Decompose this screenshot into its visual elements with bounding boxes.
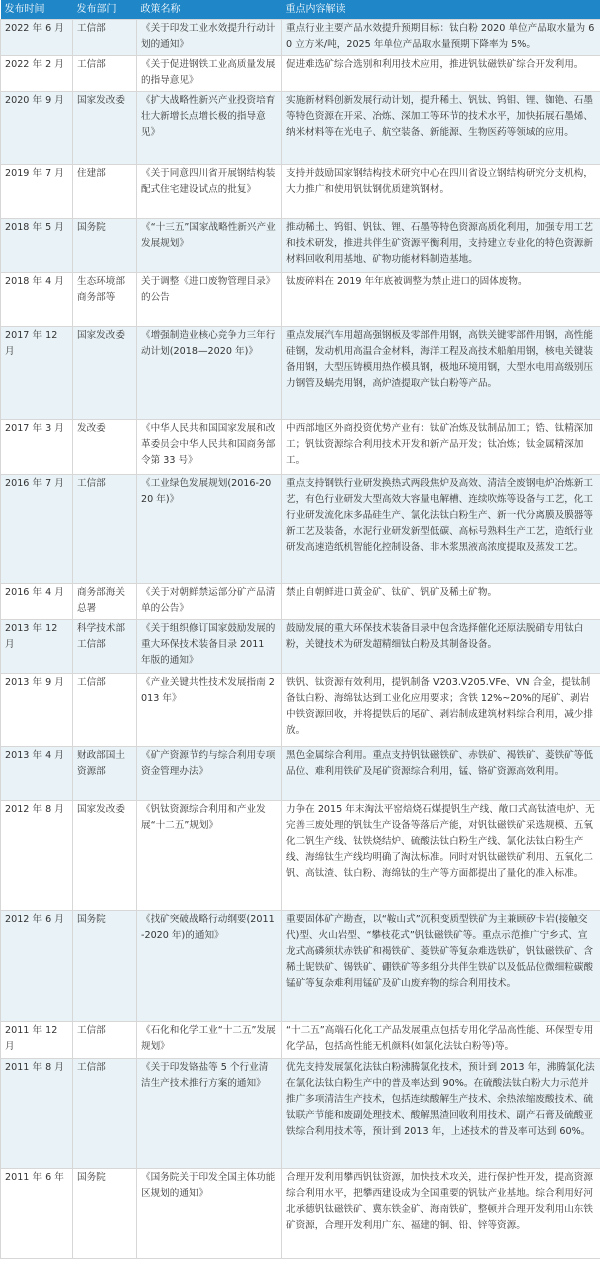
- cell-department: 国务院: [73, 911, 137, 1022]
- cell-key-content: 力争在 2015 年末淘汰平窑焙烧石煤提钒生产线、敞口式高钛渣电炉、无完善三废处理的钒钛生产设备等落后产能，对钒钛磁铁矿采选规模、五氧化二钒生产线、钛铁烧结炉、硫酸法钛白粉生产线、氯化法钛白粉生产线、海绵钛生产线均明确了淘汰标准。同时对钒钛磁铁矿利用、五氧化二钒、高钛渣、钛白粉、海绵钛的生产等方面都提出了量化的准入标准。: [282, 801, 600, 911]
- cell-policy-name: 《扩大战略性新兴产业投资培育壮大新增长点增长极的指导意见》: [137, 92, 282, 165]
- cell-policy-name: 《中华人民共和国国家发展和改革委员会中华人民共和国商务部令第 33 号》: [137, 420, 282, 475]
- header-policy-name: 政策名称: [137, 0, 282, 20]
- cell-date: 2016 年 7 月: [1, 475, 73, 584]
- table-row: [1, 273, 600, 327]
- cell-key-content: 重点支持钢铁行业研发换热式两段焦炉及高效、清洁全废钢电炉冶炼新工艺，有色行业研发大型高效大容量电解槽、连续吹炼等设备与工艺，化工行业研发流化床多晶硅生产、氯化法钛白粉生产、新一代分离膜及膜器等新工艺及装备，水泥行业研发新型低碳、高标号熟料生产工艺，造纸行业研发高速造纸机智能化控制设备、非木浆黑液高浓度提取及蒸发工艺。: [282, 475, 600, 584]
- table-row: [1, 674, 600, 747]
- cell-department: 工信部: [73, 1022, 137, 1059]
- cell-department: 国家发改委: [73, 327, 137, 420]
- cell-policy-name: 《矿产资源节约与综合利用专项资金管理办法》: [137, 747, 282, 801]
- cell-date: 2011 年 6 年: [1, 1169, 73, 1259]
- cell-department: 工信部: [73, 1059, 137, 1169]
- table-row: [1, 165, 600, 219]
- cell-key-content: 促进难选矿综合选别和利用技术应用，推进钒钛磁铁矿综合开发利用。: [282, 56, 600, 92]
- cell-date: 2017 年 3 月: [1, 420, 73, 475]
- cell-policy-name: 《关于对朝鲜禁运部分矿产品清单的公告》: [137, 584, 282, 620]
- cell-policy-name: 《关于印发铬盐等 5 个行业清洁生产技术推行方案的通知》: [137, 1059, 282, 1169]
- cell-department: 工信部: [73, 674, 137, 747]
- cell-policy-name: 《找矿突破战略行动纲要(2011-2020 年)的通知》: [137, 911, 282, 1022]
- cell-department: 生态环境部商务部等: [73, 273, 137, 327]
- cell-department: 科学技术部工信部: [73, 620, 137, 674]
- cell-policy-name: 《增强制造业核心竞争力三年行动计划(2018—2020 年)》: [137, 327, 282, 420]
- cell-key-content: 重点发展汽车用超高强钢板及零部件用钢，高铁关键零部件用钢，高性能硅钢，发动机用高温合金材料，海洋工程及高技术船舶用钢，核电关键装备用钢，大型压铸模用热作模具钢，极地环境用钢，大型水电用高级别压力钢管及蜗壳用钢，高炉渣提取产钛白粉等产品。: [282, 327, 600, 420]
- cell-key-content: 中西部地区外商投资优势产业有：钛矿冶炼及钛制品加工；锆、钛精深加工；钒钛资源综合利用技术开发和新产品开发；钛冶炼；钛金属精深加工。: [282, 420, 600, 475]
- table-row: [1, 20, 600, 56]
- cell-key-content: 优先支持发展氯化法钛白粉沸腾氯化技术，预计到 2013 年，沸腾氯化法在氯化法钛白粉生产中的普及率达到 90%。在硫酸法钛白粉大力示范并推广多项清洁生产技术，包括连续酸解生产技术、余热浓缩废酸技术、硫钛联产节能和废副处理技术、酸解黑渣回收利用技术、副产石膏及硫酸亚铁综合利用技术等，预计到 2013 年，上述技术的普及率可达到 60%。: [282, 1059, 600, 1169]
- cell-policy-name: 《关于同意四川省开展钢结构装配式住宅建设试点的批复》: [137, 165, 282, 219]
- header-row: [1, 0, 600, 20]
- cell-policy-name: 《石化和化学工业“十二五”发展规划》: [137, 1022, 282, 1059]
- cell-key-content: 铁钒、钛资源有效利用，提钒制备 V203.V205.VFe、VN 合金，提钛制备钛白粉、海绵钛达到工业化应用要求；含铁 12%~20%的尾矿、剥岩中铁资源回收，并将提铁后的尾矿、剥岩制成建筑材料综合利用，减少排放。: [282, 674, 600, 747]
- cell-policy-name: 《关于促进钢铁工业高质量发展的指导意见》: [137, 56, 282, 92]
- cell-date: 2012 年 8 月: [1, 801, 73, 911]
- cell-department: 工信部: [73, 20, 137, 56]
- cell-key-content: 实施新材料创新发展行动计划，提升稀土、钒钛、钨钼、锂、铷铯、石墨等特色资源在开采、冶炼、深加工等环节的技术水平，加快拓展石墨烯、纳米材料等在光电子、航空装备、新能源、生物医药等领域的应用。: [282, 92, 600, 165]
- table-row: [1, 1022, 600, 1059]
- cell-department: 国务院: [73, 1169, 137, 1259]
- cell-key-content: 钛废碎料在 2019 年年底被调整为禁止进口的固体废物。: [282, 273, 600, 327]
- cell-date: 2011 年 12 月: [1, 1022, 73, 1059]
- cell-policy-name: 《国务院关于印发全国主体功能区规划的通知》: [137, 1169, 282, 1259]
- table-row: [1, 1169, 600, 1259]
- cell-key-content: 黑色金属综合利用。重点支持钒钛磁铁矿、赤铁矿、褐铁矿、菱铁矿等低品位、难利用铁矿及尾矿资源综合利用，锰、铬矿资源高效利用。: [282, 747, 600, 801]
- cell-department: 工信部: [73, 475, 137, 584]
- cell-policy-name: 《“十三五”国家战略性新兴产业发展规划》: [137, 219, 282, 273]
- table-row: [1, 56, 600, 92]
- cell-department: 工信部: [73, 56, 137, 92]
- cell-department: 国家发改委: [73, 801, 137, 911]
- cell-department: 住建部: [73, 165, 137, 219]
- cell-department: 商务部海关总署: [73, 584, 137, 620]
- cell-key-content: 合理开发利用攀西钒钛资源，加快技术攻关，进行保护性开发，提高资源综合利用水平，把攀西建设成为全国重要的钒钛产业基地。综合利用好河北承德钒钛磁铁矿、冀东铁金矿、海南铁矿，整顿并合理开发利用山东铁矿资源，合理开发利用广东、福建的铜、铅、锌等资源。: [282, 1169, 600, 1259]
- table-row: [1, 584, 600, 620]
- table-row: [1, 420, 600, 475]
- table-row: [1, 219, 600, 273]
- cell-key-content: 禁止自朝鲜进口黄金矿、钛矿、钒矿及稀土矿物。: [282, 584, 600, 620]
- table-row: [1, 327, 600, 420]
- cell-department: 国务院: [73, 219, 137, 273]
- cell-policy-name: 关于调整《进口废物管理目录》的公告: [137, 273, 282, 327]
- cell-policy-name: 《关于印发工业水效提升行动计划的通知》: [137, 20, 282, 56]
- cell-key-content: 重要固体矿产勘查，以“鞍山式”沉积变质型铁矿为主兼顾矽卡岩(接触交代)型、火山岩型、“攀枝花式”钒钛磁铁矿等。重点示范推广宁乡式、宣龙式高磷须状赤铁矿和褐铁矿、菱铁矿等复杂难选铁矿，钒钛磁铁矿、含稀土铌铁矿、锡铁矿、硼铁矿等多组分共伴生铁矿以及低品位微细粒碳酸锰矿等复杂难利用锰矿及矿山废弃物的综合利用技术。: [282, 911, 600, 1022]
- cell-date: 2018 年 4 月: [1, 273, 73, 327]
- cell-date: 2022 年 2 月: [1, 56, 73, 92]
- cell-date: 2019 年 7 月: [1, 165, 73, 219]
- cell-date: 2013 年 9 月: [1, 674, 73, 747]
- cell-policy-name: 《钒钛资源综合利用和产业发展“十二五”规划》: [137, 801, 282, 911]
- cell-department: 财政部国土资源部: [73, 747, 137, 801]
- header-date: 发布时间: [1, 0, 73, 20]
- cell-department: 发改委: [73, 420, 137, 475]
- header-department: 发布部门: [73, 0, 137, 20]
- cell-date: 2016 年 4 月: [1, 584, 73, 620]
- table-row: [1, 92, 600, 165]
- cell-date: 2013 年 12 月: [1, 620, 73, 674]
- cell-date: 2012 年 6 月: [1, 911, 73, 1022]
- table-row: [1, 620, 600, 674]
- cell-key-content: 重点行业主要产品水效提升预期目标：钛白粉 2020 单位产品取水量为 60 立方米/吨，2025 年单位产品取水量预期下降率为 5%。: [282, 20, 600, 56]
- header-key-content: 重点内容解读: [282, 0, 600, 20]
- cell-date: 2017 年 12 月: [1, 327, 73, 420]
- cell-policy-name: 《产业关键共性技术发展指南 2013 年》: [137, 674, 282, 747]
- cell-key-content: 推动稀土、钨钼、钒钛、锂、石墨等特色资源高质化利用，加强专用工艺和技术研发，推进共伴生矿资源平衡利用，支持建立专业化的特色资源新材料回收利用基地、矿物功能材料制造基地。: [282, 219, 600, 273]
- table-row: [1, 747, 600, 801]
- cell-date: 2011 年 8 月: [1, 1059, 73, 1169]
- table-row: [1, 1059, 600, 1169]
- cell-key-content: “十二五”高端石化化工产品发展重点包括专用化学品高性能、环保型专用化学品，包括高性能无机颜料(如氯化法钛白粉等)等。: [282, 1022, 600, 1059]
- cell-date: 2020 年 9 月: [1, 92, 73, 165]
- table-row: [1, 801, 600, 911]
- cell-department: 国家发改委: [73, 92, 137, 165]
- cell-date: 2013 年 4 月: [1, 747, 73, 801]
- table-row: [1, 911, 600, 1022]
- cell-policy-name: 《工业绿色发展规划(2016-2020 年)》: [137, 475, 282, 584]
- table-row: [1, 475, 600, 584]
- cell-key-content: 支持并鼓励国家钢结构技术研究中心在四川省设立钢结构研究分支机构，大力推广和使用钒钛钢优质建筑钢材。: [282, 165, 600, 219]
- cell-date: 2018 年 5 月: [1, 219, 73, 273]
- cell-policy-name: 《关于组织修订国家鼓励发展的重大环保技术装备目录 2011 年版的通知》: [137, 620, 282, 674]
- cell-date: 2022 年 6 月: [1, 20, 73, 56]
- cell-key-content: 鼓励发展的重大环保技术装备目录中包含选择催化还原法脱硝专用钛白粉，关键技术为研发超精细钛白粉及其制备设备。: [282, 620, 600, 674]
